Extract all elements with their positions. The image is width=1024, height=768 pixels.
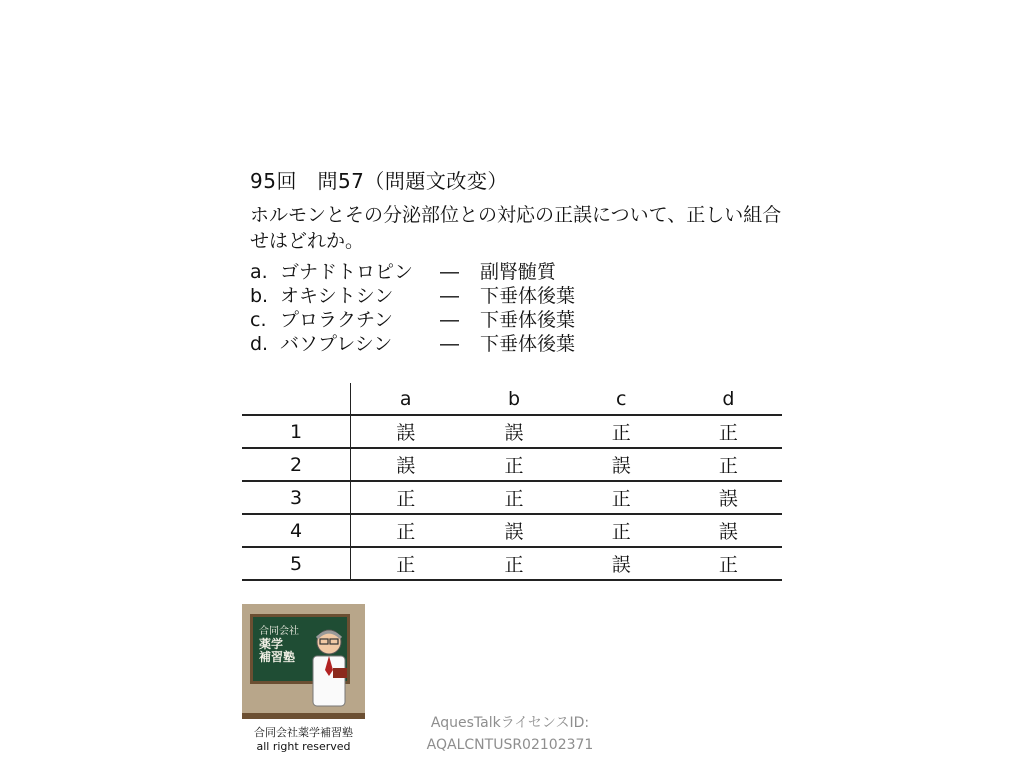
table-cell: 正	[568, 514, 675, 547]
table-row	[242, 514, 782, 547]
option-c	[250, 308, 575, 332]
option-hormone: ゴナドトロピン	[280, 261, 414, 283]
question-text: ホルモンとその分泌部位との対応の正誤について、正しい組合せはどれか。	[250, 204, 782, 252]
table-cell: 誤	[568, 448, 675, 481]
option-dash: ―	[440, 285, 459, 307]
option-a	[250, 260, 575, 284]
option-hormone: バソプレシン	[280, 333, 393, 355]
table-cell: 誤	[351, 415, 461, 448]
license-line2: AQALCNTUSR02102371	[426, 737, 594, 753]
license-id	[410, 712, 610, 756]
answer-table	[242, 383, 782, 581]
table-cell: 正	[351, 547, 461, 580]
question-title: 95回 問57（問題文改変）	[250, 169, 508, 193]
option-hormone: オキシトシン	[280, 285, 394, 307]
option-site: 下垂体後葉	[480, 309, 576, 331]
table-cell: 正	[675, 415, 782, 448]
table-cell: 正	[460, 448, 567, 481]
table-cell: 正	[351, 481, 461, 514]
license-line1: AquesTalkライセンスID:	[430, 715, 590, 731]
table-cell: 誤	[460, 514, 567, 547]
blackboard-text	[259, 625, 299, 664]
table-row	[242, 481, 782, 514]
blackboard-line2: 薬学	[259, 637, 284, 651]
table-row	[242, 448, 782, 481]
option-site: 下垂体後葉	[480, 333, 576, 355]
option-letter: a.	[250, 261, 268, 283]
table-row	[242, 547, 782, 580]
choice-number: 1	[242, 415, 351, 448]
blackboard-line3: 補習塾	[259, 650, 296, 664]
table-cell: 正	[460, 481, 567, 514]
option-site: 副腎髄質	[480, 261, 557, 283]
table-header-cell	[242, 383, 351, 415]
option-dash: ―	[440, 333, 459, 355]
rights-text: all right reserved	[256, 740, 351, 753]
table-header-cell: c	[568, 383, 675, 415]
option-d	[250, 332, 575, 356]
table-row	[242, 415, 782, 448]
table-cell: 正	[460, 547, 567, 580]
table-header-cell: d	[675, 383, 782, 415]
company-logo	[242, 604, 365, 719]
table-cell: 正	[675, 448, 782, 481]
table-header-cell: b	[460, 383, 567, 415]
table-cell: 正	[568, 415, 675, 448]
option-letter: d.	[250, 333, 269, 355]
choice-number: 2	[242, 448, 351, 481]
table-header-cell: a	[351, 383, 461, 415]
option-hormone: プロラクチン	[280, 309, 394, 331]
logo-floor	[242, 713, 365, 719]
choice-number: 5	[242, 547, 351, 580]
choice-number: 3	[242, 481, 351, 514]
option-b	[250, 284, 575, 308]
table-cell: 誤	[675, 481, 782, 514]
table-cell: 正	[568, 481, 675, 514]
logo-caption: 合同会社薬学補習塾	[254, 726, 353, 739]
table-cell: 正	[675, 547, 782, 580]
teacher-illustration	[305, 624, 353, 712]
table-cell: 誤	[351, 448, 461, 481]
table-cell: 正	[351, 514, 461, 547]
table-cell: 誤	[568, 547, 675, 580]
options-list	[250, 260, 575, 356]
blackboard-company: 合同会社	[259, 626, 299, 637]
table-header-row	[242, 383, 782, 415]
option-letter: c.	[250, 309, 267, 331]
option-dash: ―	[440, 261, 459, 283]
option-dash: ―	[440, 309, 459, 331]
option-letter: b.	[250, 285, 269, 307]
table-cell: 誤	[460, 415, 567, 448]
option-site: 下垂体後葉	[480, 285, 576, 307]
choice-number: 4	[242, 514, 351, 547]
table-cell: 誤	[675, 514, 782, 547]
